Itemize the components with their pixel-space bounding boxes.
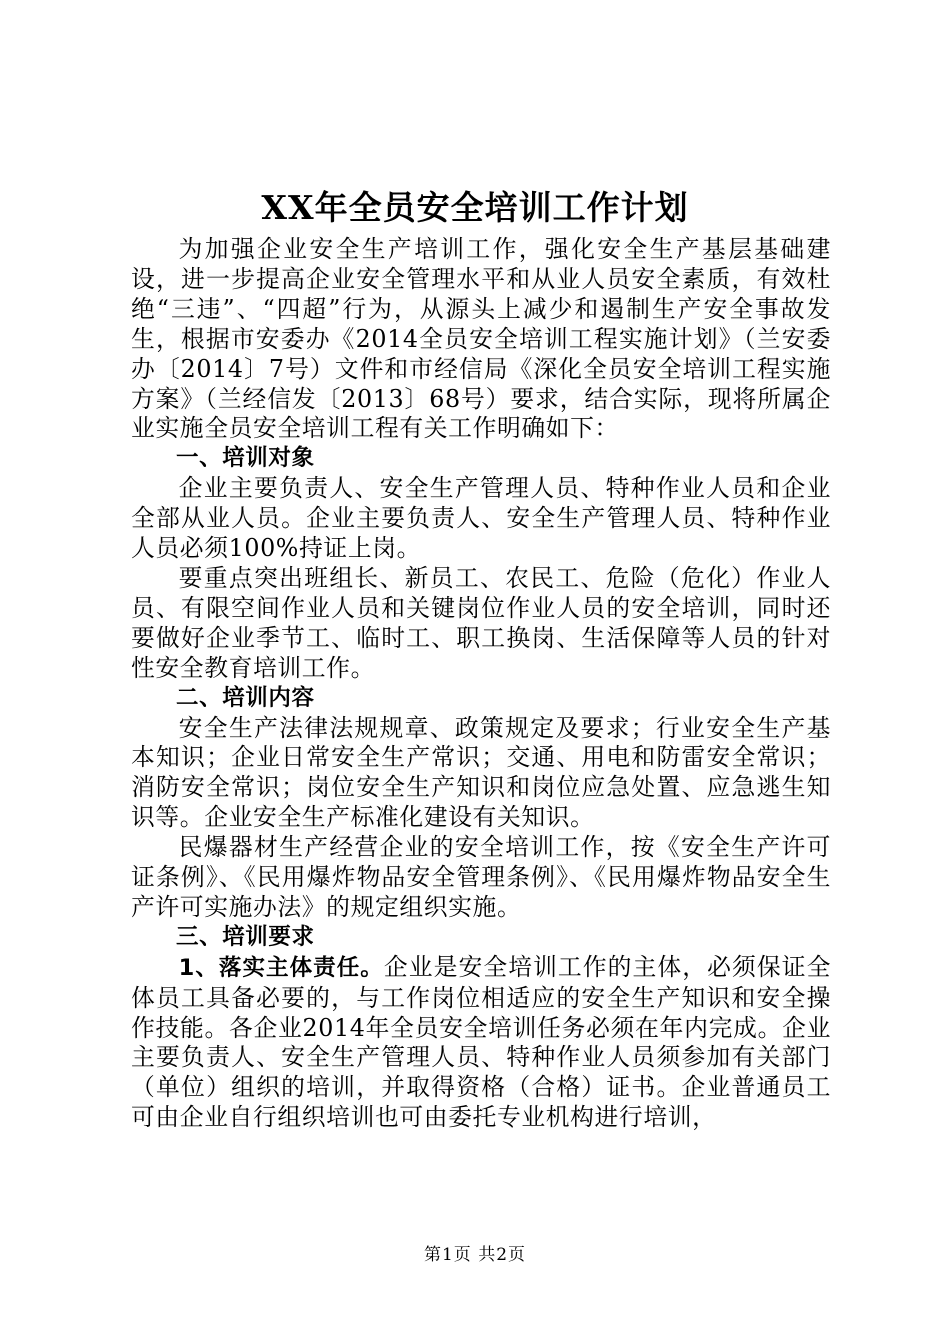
paragraph: 民爆器材生产经营企业的安全培训工作，按《安全生产许可证条例》、《民用爆炸物品安全管理条例》、《民用爆炸物品安全生产许可实施办法》的规定组织实施。 [131,833,831,921]
paragraph: 安全生产法律法规规章、政策规定及要求；行业安全生产基本知识；企业日常安全生产常识；交通、用电和防雷安全常识；消防安全常识；岗位安全生产知识和岗位应急处置、应急逃生知识等。企业安全生产标准化建设有关知识。 [131,713,831,832]
requirement-item-1-lead: 1、落实主体责任。 [178,954,384,981]
section-heading-training-requirements: 三、培训要求 [176,923,315,950]
requirement-item-1 [131,953,831,1133]
intro-paragraph: 为加强企业安全生产培训工作，强化安全生产基层基础建设，进一步提高企业安全管理水平和从业人员安全素质，有效杜绝“三违”、“四超”行为，从源头上减少和遏制生产安全事故发生，根据市安委办《2014全员安全培训工程实施计划》（兰安委办〔2014〕7号）文件和市经信局《深化全员安全培训工程实施方案》（兰经信发〔2013〕68号）要求，结合实际，现将所属企业实施全员安全培训工程有关工作明确如下： [131,235,831,443]
document-title: XX年全员安全培训工作计划 [261,188,689,227]
section-heading-training-targets: 一、培训对象 [176,445,315,472]
paragraph: 企业主要负责人、安全生产管理人员、特种作业人员和企业全部从业人员。企业主要负责人、安全生产管理人员、特种作业人员必须100%持证上岗。 [131,474,831,563]
page-number: 第1页 共2页 [423,1245,527,1265]
document-body [131,235,831,1133]
paragraph: 要重点突出班组长、新员工、农民工、危险（危化）作业人员、有限空间作业人员和关键岗位作业人员的安全培训，同时还要做好企业季节工、临时工、职工换岗、生活保障等人员的针对性安全教育培训工作。 [131,563,831,682]
section-heading-training-content: 二、培训内容 [176,684,315,711]
requirement-item-1-text: 企业是安全培训工作的主体，必须保证全体员工具备必要的，与工作岗位相适应的安全生产知识和安全操作技能。各企业2014年全员安全培训任务必须在年内完成。企业主要负责人、安全生产管理人员、特种作业人员须参加有关部门（单位）组织的培训，并取得资格（合格）证书。企业普通员工可由企业自行组织培训也可由委托专业机构进行培训， [131,952,831,1132]
